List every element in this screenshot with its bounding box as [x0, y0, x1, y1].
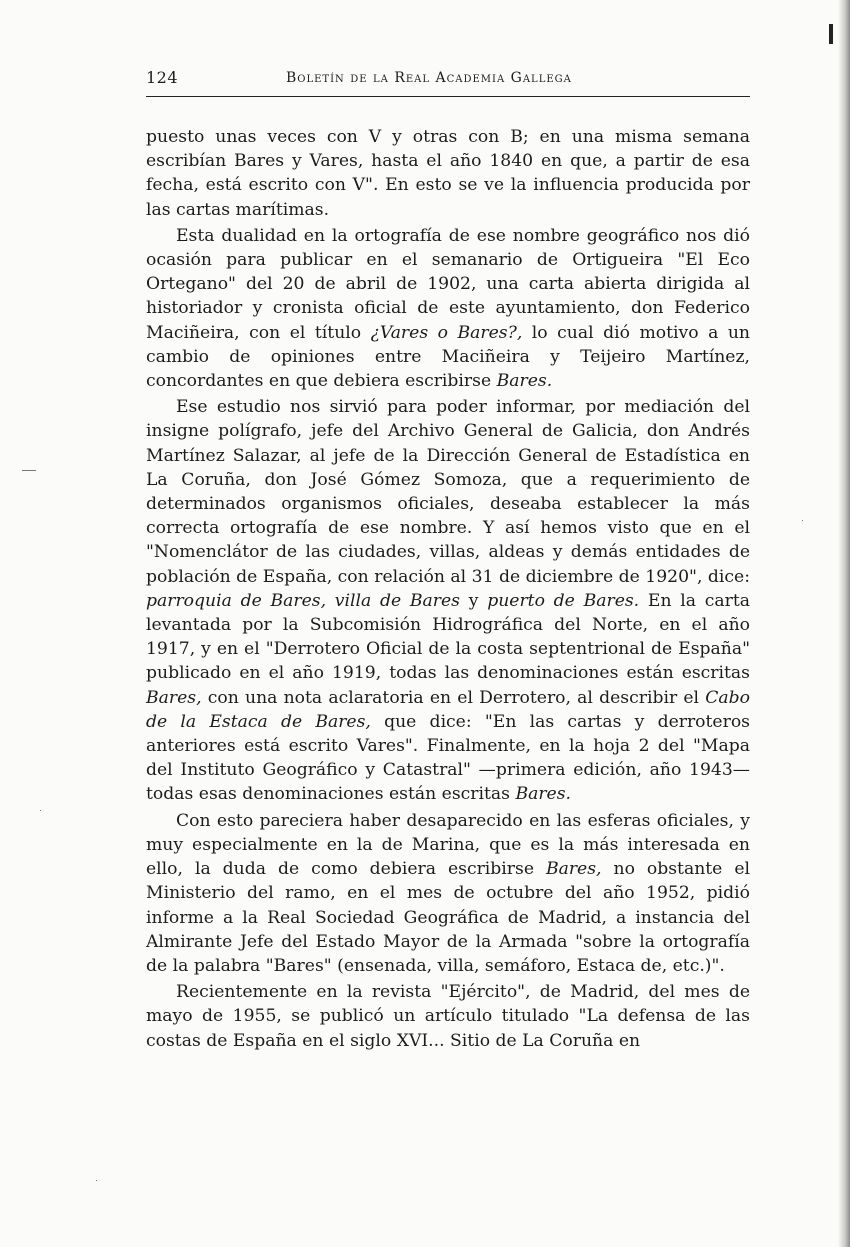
text-run: no obstante el Ministerio del ramo, en el mes de octubre del año 1952, pidió informe a la Real Sociedad Geográfica de Madrid, a instancia del Almirante Jefe del Estado Mayor de la Armada "sobre la ortografía de la palabra "Bares" (ensenada, villa, semáforo, Estaca de, etc.)".	[146, 859, 750, 976]
scan-speck	[40, 810, 41, 811]
text-run: Con esto pareciera haber desaparecido en las esferas oficiales, y muy especialmente en la de Marina, que es la más interesada en ello, la duda de como debiera escribirse	[146, 810, 750, 880]
running-header	[146, 66, 750, 97]
paragraph	[146, 224, 750, 393]
italic-text-run: Bares.	[515, 784, 572, 805]
italic-text-run: Bares.	[496, 371, 553, 392]
paragraph	[146, 980, 750, 1053]
page-number: 124	[146, 68, 179, 87]
italic-text-run: parroquia de Bares, villa de Bares	[146, 590, 461, 611]
italic-text-run: Bares,	[146, 687, 202, 708]
text-run: que dice: "En las cartas y derroteros anteriores está escrito Vares". Finalmente, en la hoja 2 del "Mapa del Instituto Geográfico y Catastral" —primera edición, año 1943— todas esas denominaciones están escritas	[146, 711, 750, 805]
paragraph	[146, 125, 750, 222]
text-run: puesto unas veces con V y otras con B; en una misma semana escribían Bares y Vares, hasta el año 1840 en que, a partir de esa fecha, está escrito con V". En esto se ve la influencia producida por las cartas marítimas.	[146, 127, 750, 220]
scan-mark	[829, 24, 833, 44]
paragraph	[146, 809, 750, 978]
italic-text-run: puerto de Bares.	[487, 590, 640, 611]
text-run: Recientemente en la revista "Ejército", de Madrid, del mes de mayo de 1955, se publicó un artículo titulado "La defensa de las costas de España en el siglo XVI... Sitio de La Coruña en	[146, 982, 750, 1051]
journal-title: Boletín de la Real Academia Gallega	[286, 70, 572, 86]
scan-speck	[22, 470, 36, 471]
italic-text-run: Bares,	[545, 859, 602, 880]
text-run: Ese estudio nos sirvió para poder informar, por mediación del insigne polígrafo, jefe del Archivo General de Galicia, don Andrés Martínez Salazar, al jefe de la Dirección General de Estadística en La Coruña, don José Gómez Somoza, que a requerimiento de determinados organismos oficiales, deseaba establecer la más correcta ortografía de ese nombre. Y así hemos visto que en el "Nomenclátor de las ciudades, villas, aldeas y demás entidades de población de España, con relación al 31 de diciembre de 1920", dice:	[146, 397, 750, 587]
text-run: lo cual dió motivo a un cambio de opiniones entre Maciñeira y Teijeiro Martínez, concordantes en que debiera escribirse	[146, 322, 751, 392]
italic-text-run: Cabo de la Estaca de Bares,	[146, 687, 750, 732]
scan-speck	[96, 1180, 97, 1181]
italic-text-run: ¿Vares o Bares?,	[370, 322, 523, 343]
text-run: En la carta levantada por la Subcomisión Hidrográfica del Norte, en el año 1917, y en el "Derrotero Oficial de la costa septentrional de España" publicado en el año 1919, todas las denominaciones están escritas	[146, 590, 750, 684]
text-run: Esta dualidad en la ortografía de ese nombre geográfico nos dió ocasión para publicar en el semanario de Ortigueira "El Eco Ortegano" del 20 de abril de 1902, una carta abierta dirigida al historiador y cronista oficial de este ayuntamiento, don Federico Maciñeira, con el título	[146, 225, 750, 343]
paragraph	[146, 395, 750, 806]
book-spine-shadow	[838, 0, 850, 1247]
text-run: y	[460, 590, 488, 611]
scan-speck	[802, 520, 803, 521]
body-text	[146, 125, 750, 1055]
text-run: con una nota aclaratoria en el Derrotero, al describir el	[201, 687, 706, 708]
